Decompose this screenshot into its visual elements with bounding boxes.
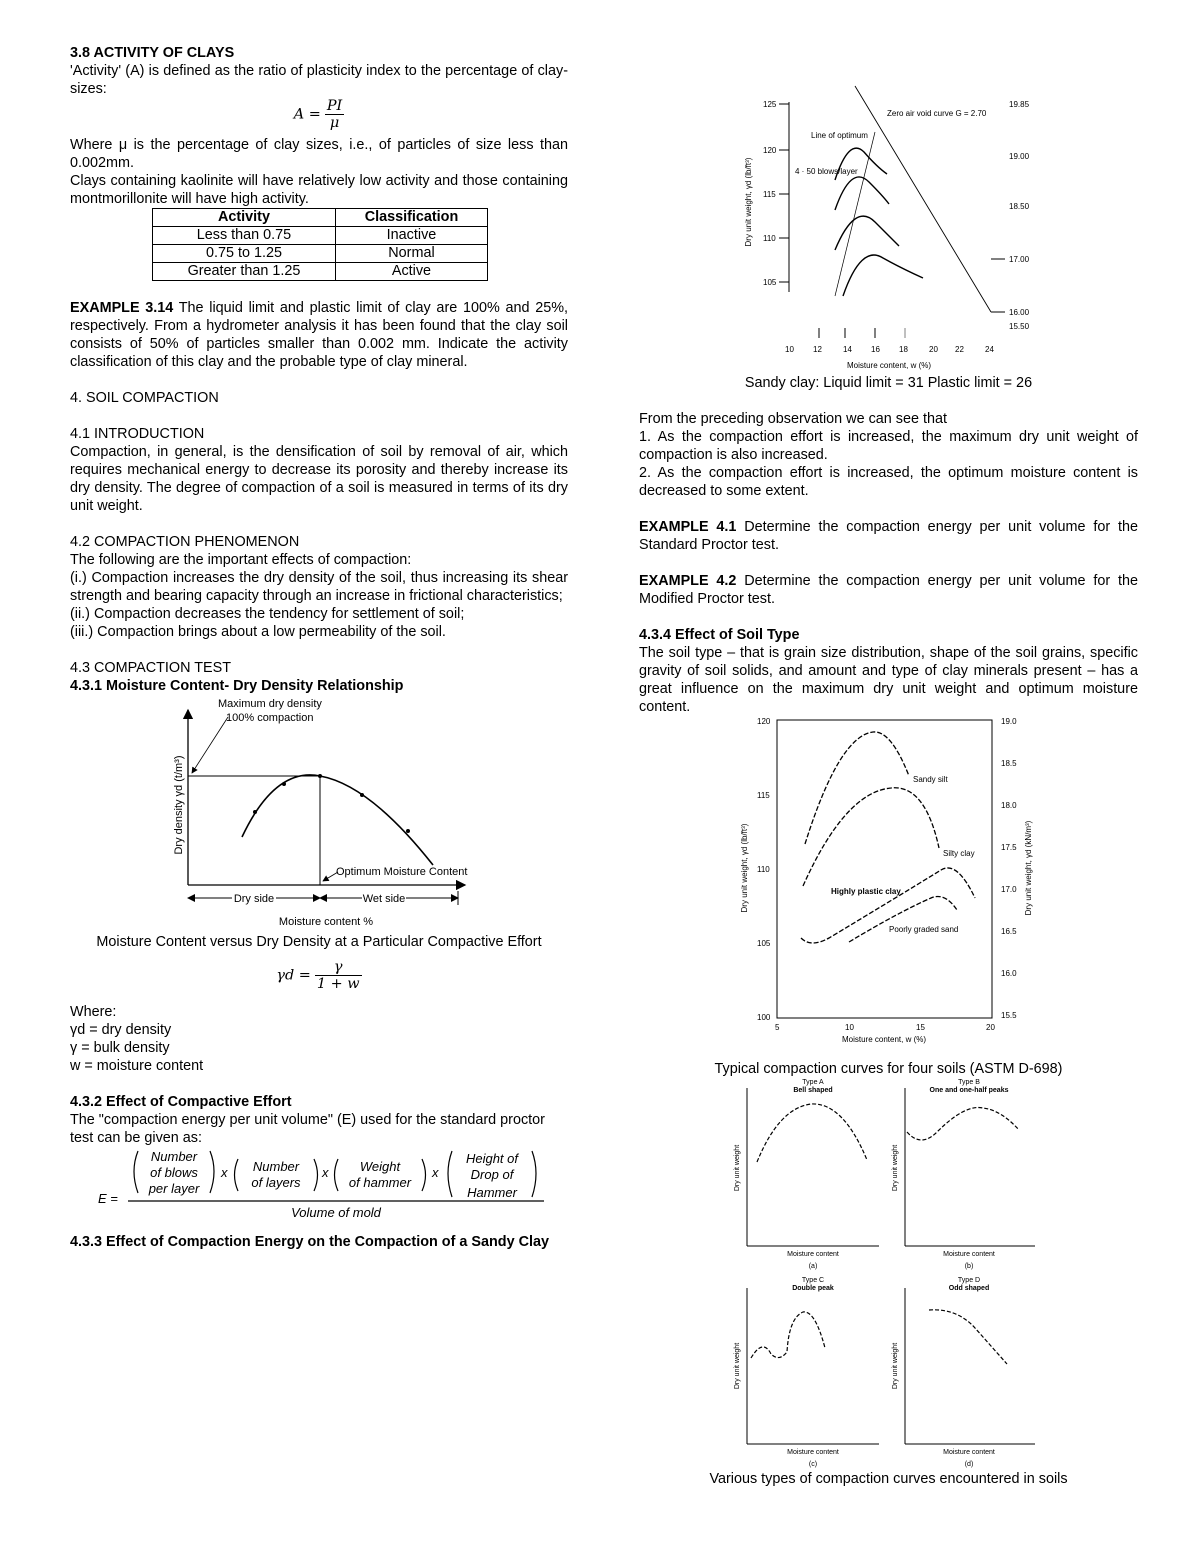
svg-text:One and one-half peaks: One and one-half peaks <box>929 1087 1009 1094</box>
sandy-silt-label: Sandy silt <box>913 775 948 784</box>
svg-text:10: 10 <box>845 1023 854 1032</box>
svg-text:Type B: Type B <box>958 1079 980 1086</box>
svg-text:17.00: 17.00 <box>1009 255 1030 264</box>
svg-text:Type D: Type D <box>957 1277 981 1284</box>
svg-text:18.50: 18.50 <box>1009 202 1030 211</box>
figure-3-caption: Typical compaction curves for four soils (ASTM D-698) <box>714 1061 1063 1077</box>
highly-plastic-clay-label: Highly plastic clay <box>831 887 901 896</box>
example-4-1: EXAMPLE 4.1 Determine the compaction energy per unit volume for the Standard Proctor test. <box>639 519 1138 553</box>
svg-text:Double peak: Double peak <box>792 1285 834 1292</box>
svg-text:20: 20 <box>986 1023 995 1032</box>
svg-text:(a): (a) <box>808 1263 818 1270</box>
svg-text:Type A: Type A <box>802 1079 824 1086</box>
svg-text:Dry unit weight: Dry unit weight <box>734 1342 741 1390</box>
svg-text:Type C: Type C <box>801 1277 825 1284</box>
svg-text:Odd shaped: Odd shaped <box>948 1285 990 1292</box>
effect-ii: (ii.) Compaction decreases the tendency for settlement of soil; <box>70 606 465 622</box>
table-row: Less than 0.75 Inactive <box>153 227 488 245</box>
activity-definition: 'Activity' (A) is defined as the ratio of plasticity index to the percentage of clay-sizes: <box>70 63 568 97</box>
figure-4-caption: Various types of compaction curves encountered in soils <box>709 1471 1068 1487</box>
where-moisture: w = moisture content <box>70 1058 204 1074</box>
section-4-heading: 4. SOIL COMPACTION <box>70 390 219 406</box>
svg-text:19.0: 19.0 <box>1001 717 1017 726</box>
fig3-x-label: Moisture content, w (%) <box>841 1035 927 1044</box>
observation-2: 2. As the compaction effort is increased, the optimum moisture content is decreased to some extent. <box>639 465 1138 499</box>
zero-air-void-label: Zero air void curve G = 2.70 <box>887 109 987 118</box>
silty-clay-label: Silty clay <box>943 849 975 858</box>
svg-text:Moisture content: Moisture content <box>943 1449 995 1456</box>
fig2-x-label: Moisture content, w (%) <box>846 361 932 370</box>
effect-iii: (iii.) Compaction brings about a low permeability of the soil. <box>70 624 446 640</box>
svg-text:15.50: 15.50 <box>1009 322 1030 331</box>
fig3-y2-label: Dry unit weight, γd (kN/m³) <box>1024 820 1033 916</box>
svg-text:17.0: 17.0 <box>1001 885 1017 894</box>
figure-2-caption: Sandy clay: Liquid limit = 31 Plastic limit = 26 <box>744 375 1033 391</box>
fig3-y-label: Dry unit weight, γd (lb/ft³) <box>740 823 749 913</box>
svg-text:Number: Number <box>252 1159 300 1174</box>
svg-text:x: x <box>432 1165 439 1180</box>
svg-text:115: 115 <box>757 791 770 800</box>
table-header: Activity <box>153 209 336 227</box>
dry-density-equation: γd = $\frac{\gamma}{1 + w}$ <box>276 959 360 992</box>
svg-text:(d): (d) <box>964 1461 974 1468</box>
where-dry-density: γd = dry density <box>70 1022 172 1038</box>
wet-side-label: Wet side <box>362 893 406 905</box>
svg-text:16.0: 16.0 <box>1001 969 1017 978</box>
svg-text:Moisture content: Moisture content <box>943 1251 995 1258</box>
section-4-2-heading: 4.2 COMPACTION PHENOMENON <box>70 534 300 550</box>
svg-text:100: 100 <box>757 1013 771 1022</box>
svg-text:16: 16 <box>871 345 880 354</box>
where-mu-text: Where μ is the percentage of clay sizes, i.e., of particles of size less than 0.002mm. <box>70 137 568 171</box>
svg-text:16.00: 16.00 <box>1009 308 1030 317</box>
compaction-100-label: 100% compaction <box>226 712 314 724</box>
svg-text:Dry unit weight: Dry unit weight <box>734 1144 741 1192</box>
moisture-dry-density-figure <box>70 695 568 933</box>
curve-4-label: 4 · 50 blows/layer <box>795 167 858 176</box>
figure-1-caption: Moisture Content versus Dry Density at a Particular Compactive Effort <box>96 934 542 950</box>
effect-i: (i.) Compaction increases the dry density of the soil, thus increasing its shear strength and bearing capacity through an increase in frictional characteristics; <box>70 570 568 604</box>
svg-text:Height of: Height of <box>465 1151 519 1166</box>
svg-text:24: 24 <box>985 345 994 354</box>
section-4-3-2-heading: 4.3.2 Effect of Compactive Effort <box>70 1094 292 1110</box>
omc-label: Optimum Moisture Content <box>336 866 468 878</box>
svg-text:x: x <box>322 1165 329 1180</box>
x-axis-label: Moisture content % <box>278 916 374 928</box>
svg-text:19.00: 19.00 <box>1009 152 1030 161</box>
svg-text:5: 5 <box>775 1023 780 1032</box>
svg-text:105: 105 <box>757 939 771 948</box>
svg-text:(c): (c) <box>808 1461 818 1468</box>
svg-text:Moisture content: Moisture content <box>787 1449 839 1456</box>
compaction-energy-text: The "compaction energy per unit volume" (E) used for the standard proctor test can be given as: <box>70 1112 545 1146</box>
observation-intro: From the preceding observation we can see that <box>639 411 947 427</box>
sandy-clay-compaction-figure <box>639 82 1138 374</box>
svg-text:15: 15 <box>916 1023 925 1032</box>
where-bulk-density: γ = bulk density <box>70 1040 170 1056</box>
svg-text:(b): (b) <box>964 1263 974 1270</box>
svg-text:18.0: 18.0 <box>1001 801 1017 810</box>
poorly-graded-sand-label: Poorly graded sand <box>889 925 959 934</box>
section-4-3-3-heading: 4.3.3 Effect of Compaction Energy on the Compaction of a Sandy Clay <box>70 1234 549 1250</box>
svg-text:10: 10 <box>785 345 794 354</box>
section-4-3-heading: 4.3 COMPACTION TEST <box>70 660 231 676</box>
svg-text:of layers: of layers <box>251 1175 301 1190</box>
y-axis-label: Dry density γd (t/m³) <box>173 755 185 855</box>
svg-text:20: 20 <box>929 345 938 354</box>
svg-text:Volume of mold: Volume of mold <box>291 1205 381 1220</box>
activity-table <box>152 208 488 281</box>
svg-text:22: 22 <box>955 345 964 354</box>
svg-text:of hammer: of hammer <box>348 1175 412 1190</box>
introduction-text: Compaction, in general, is the densification of soil by removal of air, which requires mechanical energy to decrease its porosity and thereby increase its dry density. The degree of compaction of a soil is measured in terms of its dry unit weight. <box>70 444 568 514</box>
svg-text:19.85: 19.85 <box>1009 100 1030 109</box>
svg-text:14: 14 <box>843 345 852 354</box>
energy-equation <box>70 1147 568 1227</box>
section-4-1-heading: 4.1 INTRODUCTION <box>70 426 205 442</box>
soil-type-text: The soil type – that is grain size distribution, shape of the soil grains, specific gravity of soil solids, and amount and type of clay minerals present – has a great influence on the maximum dry unit weight and optimum moisture content. <box>639 645 1138 715</box>
section-4-3-4-heading: 4.3.4 Effect of Soil Type <box>639 627 800 643</box>
svg-text:15.5: 15.5 <box>1001 1011 1017 1020</box>
svg-text:Dry unit weight: Dry unit weight <box>892 1144 899 1192</box>
four-soils-compaction-figure <box>639 716 1138 1060</box>
svg-text:Dry unit weight: Dry unit weight <box>892 1342 899 1390</box>
section-4-3-1-heading: 4.3.1 Moisture Content- Dry Density Relationship <box>70 678 404 694</box>
line-of-optimum-label: Line of optimum <box>811 131 868 140</box>
table-row: 0.75 to 1.25 Normal <box>153 245 488 263</box>
fig2-y-label: Dry unit weight, γd (lb/ft³) <box>744 157 753 247</box>
svg-text:18.5: 18.5 <box>1001 759 1017 768</box>
svg-text:x: x <box>221 1165 228 1180</box>
observation-1: 1. As the compaction effort is increased, the maximum dry unit weight of compaction is also increased. <box>639 429 1138 463</box>
where-label: Where: <box>70 1004 117 1020</box>
svg-text:17.5: 17.5 <box>1001 843 1017 852</box>
svg-text:Drop of: Drop of <box>470 1167 514 1182</box>
svg-text:of blows: of blows <box>150 1165 198 1180</box>
svg-text:120: 120 <box>757 717 771 726</box>
svg-text:115: 115 <box>763 190 776 199</box>
max-dry-density-label: Maximum dry density <box>218 698 322 710</box>
svg-text:125: 125 <box>763 100 777 109</box>
svg-text:16.5: 16.5 <box>1001 927 1017 936</box>
svg-text:18: 18 <box>899 345 908 354</box>
example-3-14: EXAMPLE 3.14 The liquid limit and plastic limit of clay are 100% and 25%, respectively. From a hydrometer analysis it has been found that the clay soil consists of 50% of particles smaller than 0.002 mm. Indicate the activity classification of this clay and the probable type of clay mineral. <box>70 300 568 370</box>
svg-text:per layer: per layer <box>148 1181 200 1196</box>
effects-intro: The following are the important effects of compaction: <box>70 552 412 568</box>
left-column <box>70 44 568 1251</box>
svg-text:110: 110 <box>763 234 776 243</box>
example-4-2: EXAMPLE 4.2 Determine the compaction energy per unit volume for the Modified Proctor test. <box>639 573 1138 607</box>
svg-text:Moisture content: Moisture content <box>787 1251 839 1258</box>
svg-text:E =: E = <box>98 1191 118 1206</box>
dry-side-label: Dry side <box>233 893 275 905</box>
svg-text:12: 12 <box>813 345 822 354</box>
svg-text:Hammer: Hammer <box>467 1185 517 1200</box>
table-header: Classification <box>335 209 487 227</box>
section-3-8-heading: 3.8 ACTIVITY OF CLAYS <box>70 45 235 61</box>
table-row: Greater than 1.25 Active <box>153 263 488 281</box>
svg-text:Bell shaped: Bell shaped <box>793 1087 833 1094</box>
right-column <box>639 82 1138 1488</box>
svg-text:Number: Number <box>150 1149 198 1164</box>
clays-text: Clays containing kaolinite will have relatively low activity and those containing montmorillonite will have high activity. <box>70 173 568 207</box>
compaction-curve-types-figure <box>639 1078 1138 1470</box>
svg-text:110: 110 <box>757 865 770 874</box>
svg-text:120: 120 <box>763 146 777 155</box>
svg-text:105: 105 <box>763 278 777 287</box>
svg-text:Weight: Weight <box>359 1159 401 1174</box>
activity-equation: A = $\frac{PI}{\mu}$ <box>293 98 343 131</box>
